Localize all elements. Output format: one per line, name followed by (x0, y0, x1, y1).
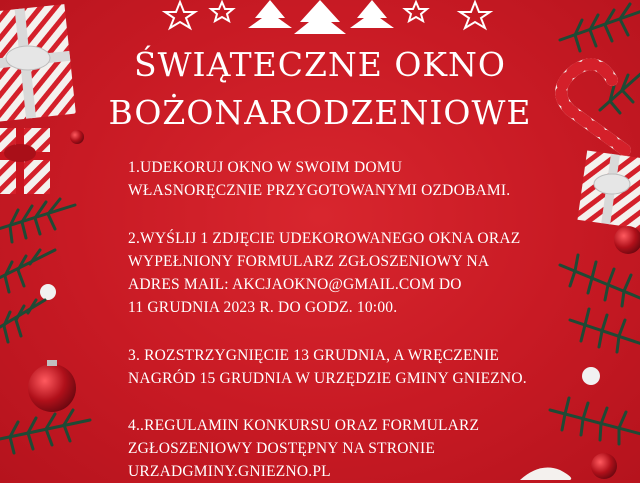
rule-item-3 (128, 344, 548, 390)
rule-line: 2.WYŚLIJ 1 ZDJĘCIE UDEKOROWANEGO OKNA ORAZ (128, 230, 521, 247)
gift-box-icon (577, 150, 640, 229)
rule-line: 11 GRUDNIA 2023 R. DO GODZ. 10:00. (128, 299, 398, 316)
rule-line: ZGŁOSZENIOWY DOSTĘPNY NA STRONIE (128, 440, 436, 457)
page-title-line-2: BOŻONARODZENIOWE (108, 93, 532, 132)
rule-item-4 (128, 414, 548, 483)
rule-item-1 (128, 156, 548, 202)
rule-line: WYPEŁNIONY FORMULARZ ZGŁOSZENIOWY NA (128, 253, 490, 270)
snowball-icon (582, 367, 600, 385)
ornament-cap-icon (47, 360, 57, 366)
ornament-ball-icon (614, 226, 640, 254)
rule-line: ADRES MAIL: AKCJAOKNO@GMAIL.COM DO (128, 276, 462, 293)
gift-box-icon (0, 128, 50, 194)
pine-branch-icon (0, 199, 90, 453)
rule-line: NAGRÓD 15 GRUDNIA W URZĘDZIE GMINY GNIEZNO. (128, 370, 527, 387)
rule-line: WŁASNORĘCZNIE PRZYGOTOWANYMI OZDOBAMI. (128, 182, 511, 199)
top-stars-trees-icon (165, 0, 490, 34)
rule-line: 4..REGULAMIN KONKURSU ORAZ FORMULARZ (128, 417, 480, 434)
pine-branch-icon (550, 255, 640, 444)
ornament-ball-icon (591, 453, 617, 479)
snowball-icon (40, 284, 56, 300)
page-title-line-1: ŚWIĄTECZNE OKNO (134, 45, 506, 84)
rule-line: 3. ROZSTRZYGNIĘCIE 13 GRUDNIA, A WRĘCZENIE (128, 347, 500, 364)
rule-item-2 (128, 227, 548, 319)
rule-line: URZADGMINY.GNIEZNO.PL (128, 463, 331, 480)
ornament-ball-icon (28, 364, 76, 412)
rule-line: 1.UDEKORUJ OKNO W SWOIM DOMU (128, 159, 403, 176)
